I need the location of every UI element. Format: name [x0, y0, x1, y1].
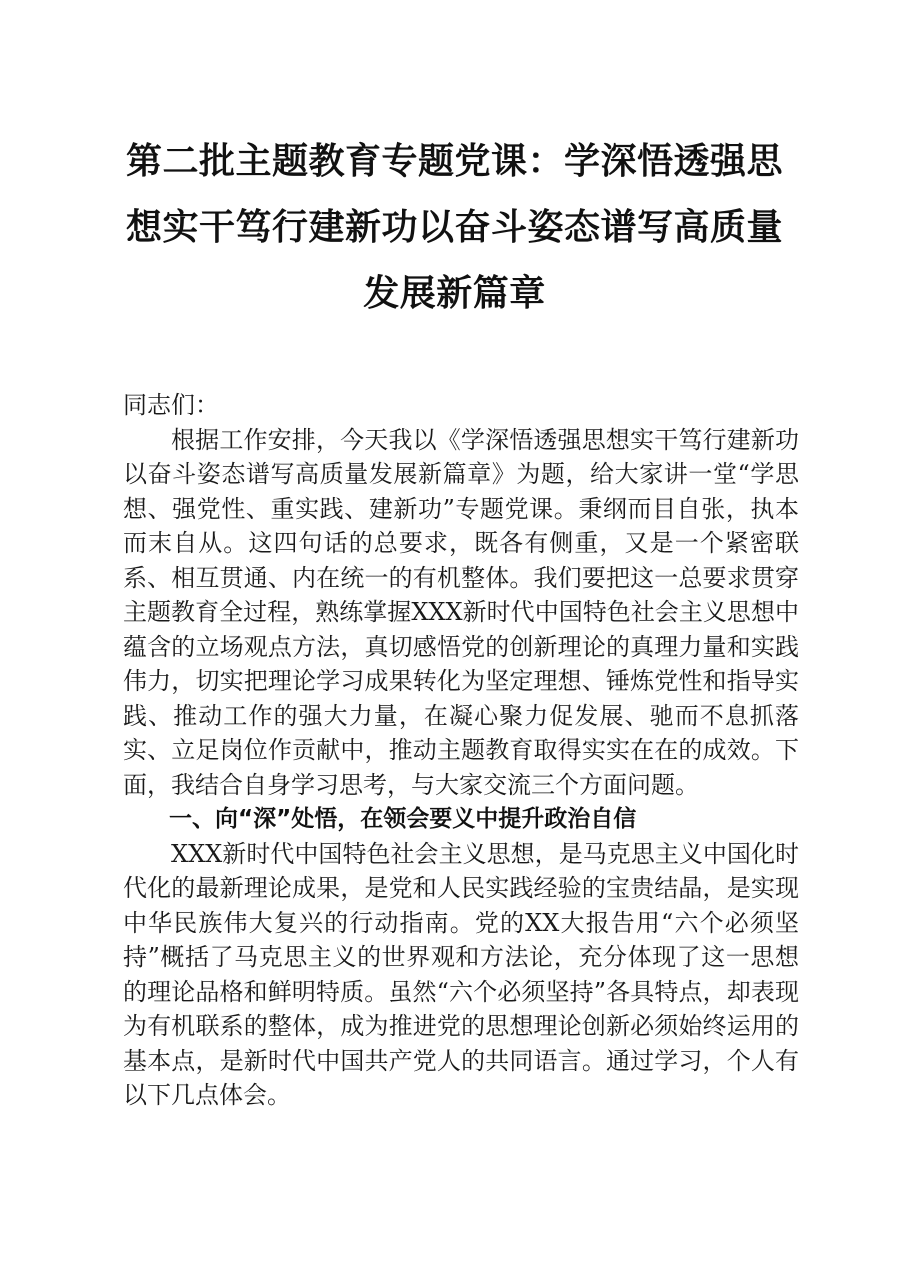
section-heading-1: 一、向“深”处悟，在领会要义中提升政治自信	[169, 806, 637, 832]
document-body	[123, 388, 799, 1113]
document-title: 第二批主题教育专题党课：学深悟透强思想实干笃行建新功以奋斗姿态谱写高质量发展新篇章	[125, 140, 783, 314]
intro-paragraph: 根据工作安排，今天我以《学深悟透强思想实干笃行建新功以奋斗姿态谱写高质量发展新篇章》为题，给大家讲一堂“学思想、强党性、重实践、建新功”专题党课。秉纲而目自张，执本而末自从。这四句话的总要求，既各有侧重，又是一个紧密联系、相互贯通、内在统一的有机整体。我们要把这一总要求贯穿主题教育全过程，熟练掌握XXX新时代中国特色社会主义思想中蕴含的立场观点方法，真切感悟党的创新理论的真理力量和实践伟力，切实把理论学习成果转化为坚定理想、锤炼党性和指导实践、推动工作的强大力量，在凝心聚力促发展、驰而不息抓落实、立足岗位作贡献中，推动主题教育取得实实在在的成效。下面，我结合自身学习思考，与大家交流三个方面问题。	[123, 425, 799, 799]
section-1-paragraph: XXX新时代中国特色社会主义思想，是马克思主义中国化时代化的最新理论成果，是党和人民实践经验的宝贵结晶，是实现中华民族伟大复兴的行动指南。党的XX大报告用“六个必须坚持”概括了马克思主义的世界观和方法论，充分体现了这一思想的理论品格和鲜明特质。虽然“六个必须坚持”各具特点，却表现为有机联系的整体，成为推进党的思想理论创新必须始终运用的基本点，是新时代中国共产党人的共同语言。通过学习，个人有以下几点体会。	[123, 839, 799, 1109]
salutation: 同志们：	[123, 391, 219, 419]
